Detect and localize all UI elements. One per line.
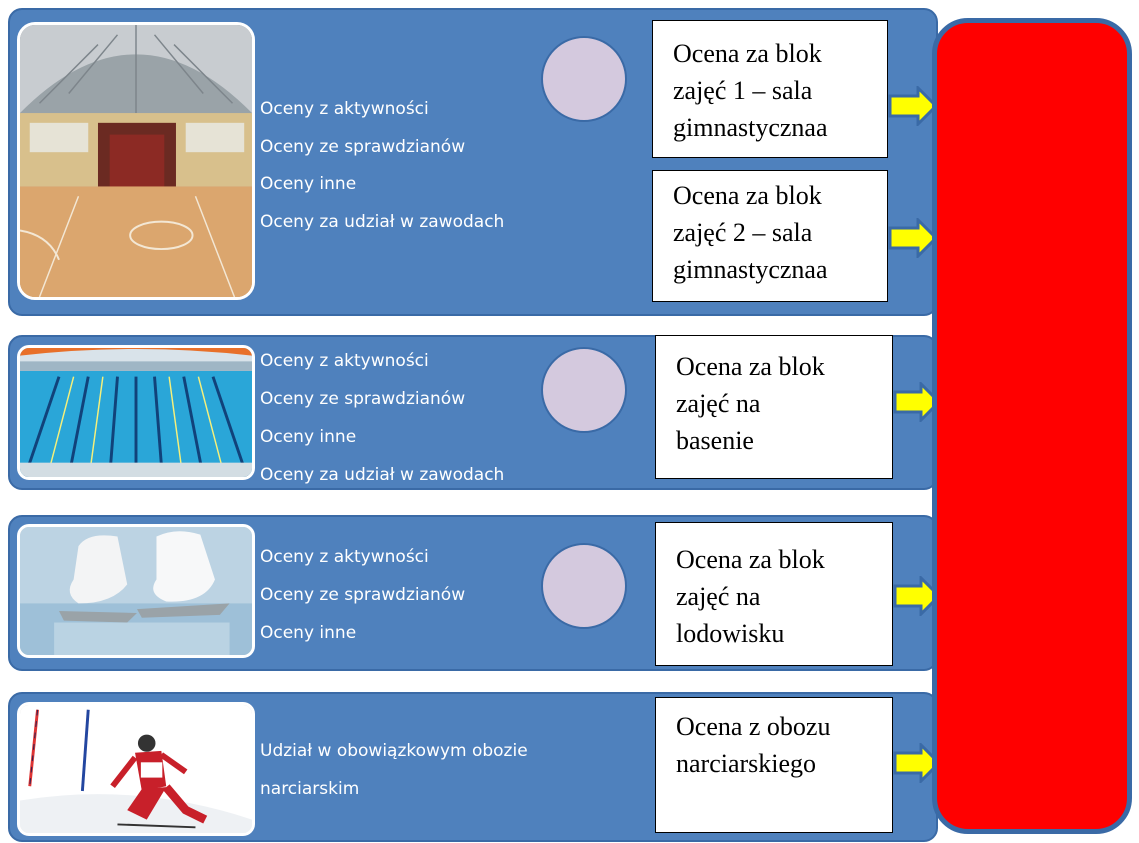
gymnasium-photo bbox=[17, 22, 255, 300]
grade-line: zajęć na bbox=[676, 582, 761, 611]
criterion-mandatory-camp: Udział w obowiązkowym obozie bbox=[260, 741, 528, 761]
grade-line: zajęć 2 – sala bbox=[673, 218, 813, 247]
grade-line: Ocena za blok bbox=[676, 545, 825, 574]
swimming-pool-photo bbox=[17, 345, 255, 480]
grade-line: narciarskiego bbox=[676, 749, 817, 778]
summary-circle-pool bbox=[541, 347, 627, 433]
criterion-other: Oceny inne bbox=[260, 623, 357, 643]
criteria-list-ski-camp bbox=[260, 732, 528, 808]
summary-circle-ice-rink bbox=[541, 543, 627, 629]
skier-photo bbox=[17, 702, 255, 836]
criterion-competitions: Oceny za udział w zawodach bbox=[260, 465, 505, 485]
criteria-list-gymnasium bbox=[260, 91, 504, 241]
grade-box-ice-rink bbox=[655, 522, 893, 666]
criterion-activity: Oceny z aktywności bbox=[260, 351, 429, 371]
criterion-tests: Oceny ze sprawdzianów bbox=[260, 136, 466, 157]
ice-skates-photo bbox=[17, 524, 255, 658]
grade-box-gym-block-2 bbox=[652, 170, 888, 302]
grade-line: gimnastycznaa bbox=[673, 255, 828, 284]
grade-line: Ocena za blok bbox=[673, 39, 822, 68]
grade-line: zajęć na bbox=[676, 389, 761, 418]
grade-box-ski-camp bbox=[655, 697, 893, 833]
grade-box-pool bbox=[655, 335, 893, 479]
criterion-mandatory-camp-cont: narciarskim bbox=[260, 779, 360, 799]
grade-line: gimnastycznaa bbox=[673, 113, 828, 142]
summary-circle-gymnasium bbox=[541, 36, 627, 122]
grade-line: lodowisku bbox=[676, 619, 785, 648]
criterion-other: Oceny inne bbox=[260, 174, 357, 194]
grade-line: Ocena za blok bbox=[673, 181, 822, 210]
criterion-competitions: Oceny za udział w zawodach bbox=[260, 211, 505, 232]
grade-line: Ocena z obozu bbox=[676, 712, 831, 741]
grade-line: zajęć 1 – sala bbox=[673, 76, 813, 105]
grade-box-gym-block-1 bbox=[652, 20, 888, 158]
criteria-list-pool bbox=[260, 342, 504, 494]
criterion-activity: Oceny z aktywności bbox=[260, 99, 429, 119]
grade-line: Ocena za blok bbox=[676, 352, 825, 381]
criterion-tests: Oceny ze sprawdzianów bbox=[260, 585, 466, 605]
grade-line: basenie bbox=[676, 426, 754, 455]
criteria-list-ice-rink bbox=[260, 538, 465, 652]
final-grade-panel bbox=[932, 18, 1132, 834]
criterion-tests: Oceny ze sprawdzianów bbox=[260, 389, 466, 409]
criterion-other: Oceny inne bbox=[260, 427, 357, 447]
criterion-activity: Oceny z aktywności bbox=[260, 547, 429, 567]
